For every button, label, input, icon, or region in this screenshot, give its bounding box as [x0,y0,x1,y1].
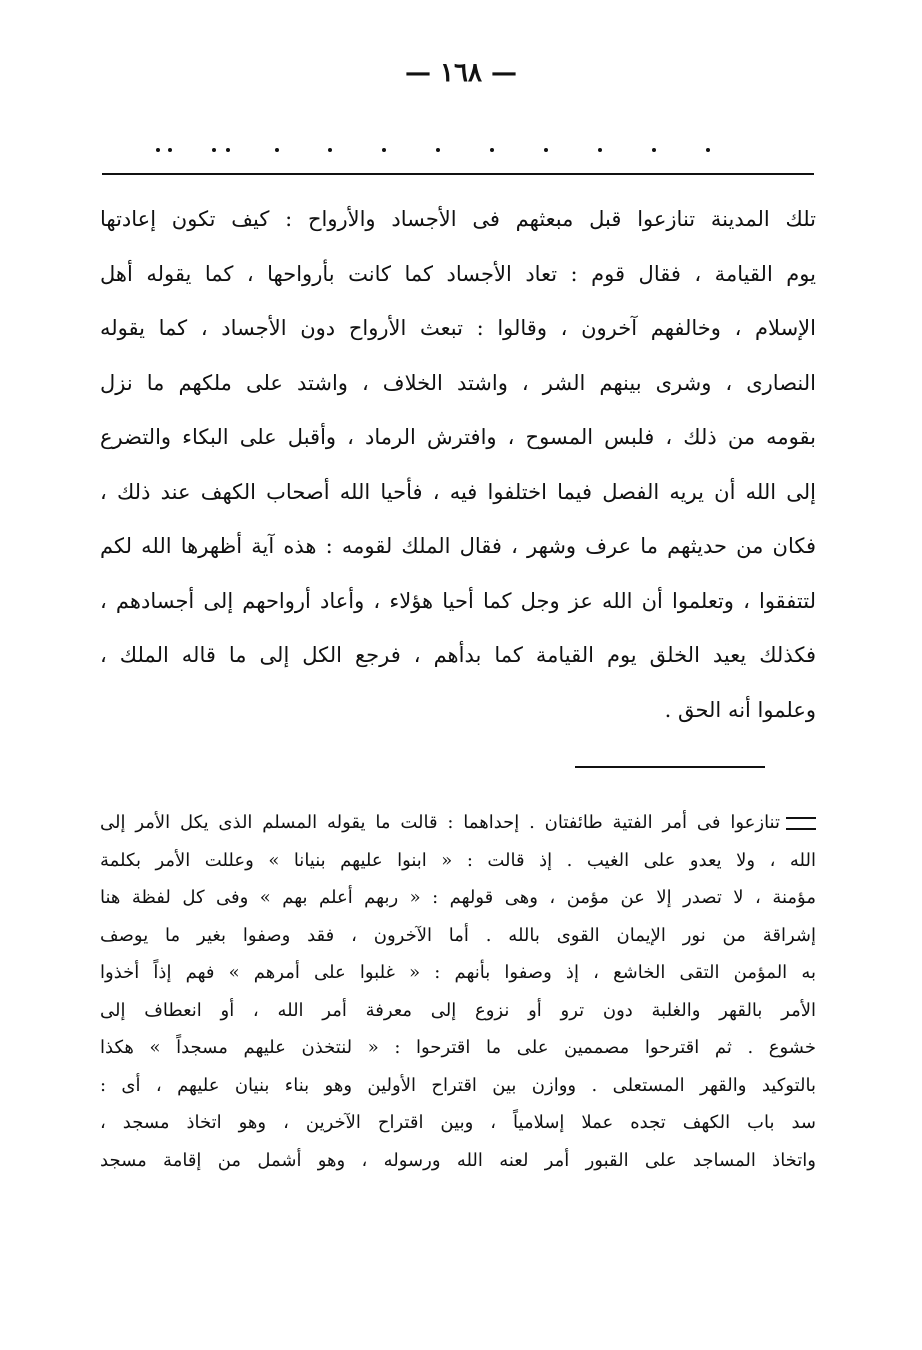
ornament-dot [598,148,602,152]
ornament-dot [706,148,710,152]
main-text-line: فكذلك يعيد الخلق يوم القيامة كما بدأهم ، فرجع الكل إلى ما قاله الملك ، [100,643,816,667]
ornament-dot [212,148,216,152]
main-text-line: لتتفقوا ، وتعلموا أن الله عز وجل كما أحيا هؤلاء ، وأعاد أرواحهم إلى أجسادهم ، [100,588,816,613]
main-text-line: وعلموا أنه الحق . [664,697,816,722]
ornament-dot [436,148,440,152]
footnote-line: الأمر بالقهر والغلبة دون ترو أو نزوع إلى معرفة أمر الله ، أو انعطاف إلى [100,999,816,1021]
footnote-line: الله ، ولا يعدو على الغيب . إذ قالت : « ابنوا عليهم بنيانا » وعللت الأمر بكلمة [100,849,816,871]
footnote-line: إشراقة من نور الإيمان القوى بالله . أما الآخرون ، فقد وصفوا بغير ما يوصف [100,924,816,946]
footnote-separator-rule [575,766,765,768]
page-number: — ١٦٨ — [404,58,518,88]
footnote-line: بالتوكيد والقهر المستعلى . ووازن بين اقتراح الأولين وهو بناء بنيان عليهم ، أى : [100,1074,816,1096]
ornament-dot [156,148,160,152]
main-text-line: النصارى ، وشرى بينهم الشر ، واشتد الخلاف ، واشتد على ملكهم ما نزل [100,370,816,395]
ornament-dot [490,148,494,152]
main-text-line: إلى الله أن يريه الفصل فيما اختلفوا فيه ، فأحيا الله أصحاب الكهف عند ذلك ، [100,479,816,504]
footnote-line: واتخاذ المساجد على القبور أمر لعنه الله ورسوله ، وهو أشمل من إقامة مسجد [100,1149,816,1171]
ornament-dot [226,148,230,152]
main-text-line: الإسلام ، وخالفهم آخرون ، وقالوا : تبعث الأرواح دون الأجساد ، كما يقوله [100,316,816,340]
footnote-block [100,804,816,1179]
footnote-line-text: تنازعوا فى أمر الفتية طائفتان . إحداهما : قالت ما يقوله المسلم الذى يكل الأمر إلى [100,812,780,833]
main-text-line: فكان من حديثهم ما عرف وشهر ، فقال الملك لقومه : هذه آية أظهرها الله لكم [100,534,816,558]
ornament-dot [168,148,172,152]
main-text-block [100,192,816,737]
main-text-line: يوم القيامة ، فقال قوم : تعاد الأجساد كما كانت بأرواحها ، كما يقوله أهل [100,261,816,286]
footnote-line: مؤمنة ، لا تصدر إلا عن مؤمن ، وهى قولهم : « ربهم أعلم بهم » وفى كل لفظة هنا [100,887,816,908]
ornamental-dots-row [150,134,730,164]
ornament-dot [382,148,386,152]
footnote-line-first [100,804,816,842]
footnote-line: سد باب الكهف تجده عملا إسلامياً ، وبين اقتراح الآخرين ، وهو اتخاذ مسجد ، [100,1112,816,1133]
ornament-dot [544,148,548,152]
main-text-line: بقومه من ذلك ، فلبس المسوح ، وافترش الرماد ، وأقبل على البكاء والتضرع [100,425,816,449]
footnote-line: خشوع . ثم اقترحوا مصممين على ما اقترحوا : « لنتخذن عليهم مسجداً » هكذا [100,1037,816,1058]
ornament-dot [652,148,656,152]
ornament-dot [328,148,332,152]
footnote-continuation-mark [786,817,816,830]
footnote-line: به المؤمن التقى الخاشع ، إذ وصفوا بأنهم : « غلبوا على أمرهم » فهم إذاً أخذوا [100,962,816,983]
ornament-dot [275,148,279,152]
main-text-line: تلك المدينة تنازعوا قبل مبعثهم فى الأجساد والأرواح : كيف تكون إعادتها [100,207,816,231]
header-rule [102,173,814,175]
